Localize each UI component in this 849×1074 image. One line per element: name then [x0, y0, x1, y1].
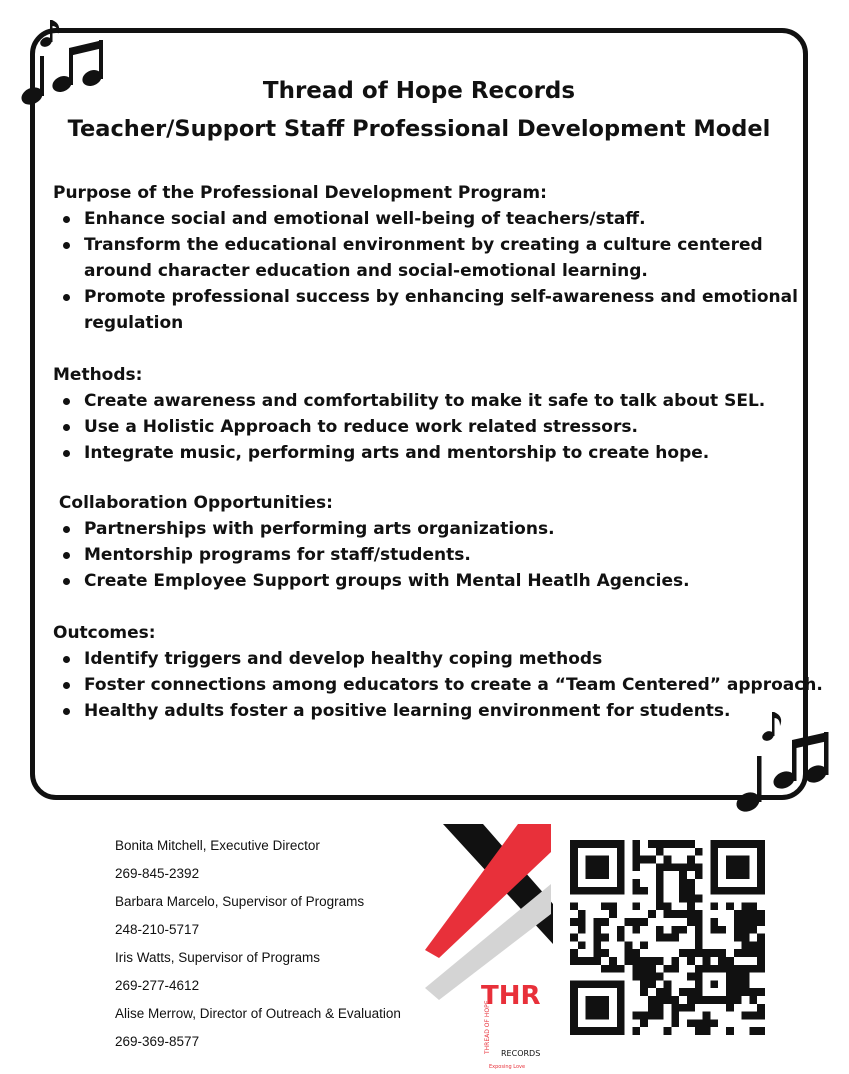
qr-module [609, 957, 617, 965]
qr-module [671, 1019, 679, 1027]
qr-module [640, 941, 648, 949]
qr-module [742, 965, 750, 973]
qr-module [695, 871, 703, 879]
qr-module [640, 973, 648, 981]
qr-module [703, 1019, 711, 1027]
section-collaboration [53, 490, 798, 594]
qr-module [578, 910, 586, 918]
page-subtitle: Teacher/Support Staff Professional Development Model [67, 116, 771, 142]
qr-module [601, 965, 609, 973]
qr-module [648, 910, 656, 918]
qr-module [757, 965, 765, 973]
list-item: Enhance social and emotional well-being of teachers/staff. [53, 206, 798, 232]
qr-module [742, 1012, 750, 1020]
qr-module [601, 918, 609, 926]
qr-module [664, 996, 672, 1004]
qr-module [656, 848, 664, 856]
qr-module [632, 965, 640, 973]
qr-module [749, 941, 757, 949]
qr-module [656, 934, 664, 942]
qr-module [726, 957, 734, 965]
qr-module [578, 918, 586, 926]
qr-module [687, 957, 695, 965]
qr-module [679, 988, 687, 996]
contact-phone: 269-277-4612 [115, 978, 200, 993]
section-outcomes [53, 620, 823, 724]
qr-module [578, 941, 586, 949]
qr-module [632, 902, 640, 910]
contact-name: Bonita Mitchell, Executive Director [115, 838, 320, 853]
list-item: Partnerships with performing arts organizations. [53, 516, 798, 542]
qr-module [687, 840, 695, 848]
list-item: Transform the educational environment by creating a culture centered around character education and social-emotional learning. [53, 232, 798, 284]
qr-module [586, 856, 609, 879]
qr-module [734, 910, 742, 918]
qr-module [742, 988, 750, 996]
qr-module [695, 934, 703, 942]
qr-module [671, 957, 679, 965]
qr-module [648, 957, 656, 965]
qr-module [625, 918, 633, 926]
qr-module [648, 1012, 656, 1020]
qr-module [586, 957, 594, 965]
qr-module [703, 949, 711, 957]
qr-module [695, 918, 703, 926]
qr-module [617, 934, 625, 942]
qr-module [648, 856, 656, 864]
list-item: Promote professional success by enhancing self-awareness and emotional regulation [53, 284, 798, 336]
qr-module [679, 863, 687, 871]
qr-module [671, 934, 679, 942]
qr-module [632, 957, 640, 965]
qr-module [632, 1027, 640, 1035]
qr-module [648, 1004, 656, 1012]
qr-module [757, 910, 765, 918]
contact-phone: 269-369-8577 [115, 1034, 200, 1049]
qr-module [687, 918, 695, 926]
qr-module [695, 910, 703, 918]
qr-module [664, 856, 672, 864]
qr-module [671, 965, 679, 973]
qr-module [742, 926, 750, 934]
qr-module [664, 902, 672, 910]
qr-module [695, 941, 703, 949]
qr-module [679, 1004, 687, 1012]
contact-phone: 269-845-2392 [115, 866, 200, 881]
qr-module [687, 910, 695, 918]
qr-module [742, 980, 750, 988]
qr-module [757, 918, 765, 926]
qr-module [664, 910, 672, 918]
qr-module [749, 949, 757, 957]
qr-module [742, 949, 750, 957]
qr-module [679, 879, 687, 887]
qr-module [749, 965, 757, 973]
section-heading: Purpose of the Professional Development Program: [53, 183, 547, 203]
qr-module [609, 902, 617, 910]
qr-module [578, 926, 586, 934]
qr-module [656, 863, 664, 871]
logo-monogram: THR [481, 981, 541, 1011]
qr-module [703, 1027, 711, 1035]
qr-module [757, 934, 765, 942]
qr-module [671, 996, 679, 1004]
qr-module [656, 973, 664, 981]
page-title: Thread of Hope Records [262, 78, 576, 104]
qr-module [749, 926, 757, 934]
qr-module [632, 856, 640, 864]
qr-module [640, 1012, 648, 1020]
qr-code [570, 840, 765, 1035]
contact-list [115, 836, 401, 1060]
qr-module [617, 926, 625, 934]
list-item: Create Employee Support groups with Mental Heatlh Agencies. [53, 568, 798, 594]
qr-module [632, 879, 640, 887]
qr-module [601, 949, 609, 957]
qr-module [656, 1012, 664, 1020]
qr-module [671, 926, 679, 934]
qr-module [679, 949, 687, 957]
qr-module [687, 949, 695, 957]
qr-module [640, 856, 648, 864]
qr-module [656, 926, 664, 934]
qr-module [632, 973, 640, 981]
qr-module [664, 840, 672, 848]
list-item: Healthy adults foster a positive learning environment for students. [53, 698, 798, 724]
qr-module [632, 918, 640, 926]
qr-module [664, 988, 672, 996]
qr-module [757, 988, 765, 996]
qr-module [632, 926, 640, 934]
qr-module [664, 934, 672, 942]
list-item: Use a Holistic Approach to reduce work related stressors. [53, 414, 798, 440]
contact-name: Iris Watts, Supervisor of Programs [115, 950, 321, 965]
qr-module [656, 988, 664, 996]
qr-module [632, 949, 640, 957]
qr-module [734, 965, 742, 973]
qr-module [710, 926, 718, 934]
qr-module [687, 988, 695, 996]
qr-module [695, 848, 703, 856]
qr-module [609, 910, 617, 918]
qr-module [710, 949, 718, 957]
qr-module [617, 965, 625, 973]
qr-module [679, 910, 687, 918]
qr-module [640, 1019, 648, 1027]
section-heading: Outcomes: [53, 623, 156, 643]
qr-module [656, 996, 664, 1004]
qr-module [695, 949, 703, 957]
qr-module [749, 918, 757, 926]
qr-module [648, 980, 656, 988]
qr-module [656, 1004, 664, 1012]
list-item: Create awareness and comfortability to make it safe to talk about SEL. [53, 388, 798, 414]
qr-module [640, 918, 648, 926]
qr-module [718, 949, 726, 957]
qr-module [632, 848, 640, 856]
qr-module [656, 957, 664, 965]
qr-module [679, 840, 687, 848]
qr-module [757, 957, 765, 965]
qr-module [656, 879, 664, 887]
contact-name: Barbara Marcelo, Supervisor of Programs [115, 894, 365, 909]
qr-module [586, 996, 609, 1019]
thread-of-hope-logo [423, 822, 558, 1072]
qr-module [679, 895, 687, 903]
qr-module [664, 863, 672, 871]
qr-module [742, 918, 750, 926]
qr-module [648, 965, 656, 973]
qr-module [625, 949, 633, 957]
qr-module [632, 840, 640, 848]
qr-module [679, 871, 687, 879]
contact-name: Alise Merrow, Director of Outreach & Evaluation [115, 1006, 401, 1021]
qr-module [632, 1012, 640, 1020]
qr-module [687, 879, 695, 887]
qr-module [734, 934, 742, 942]
qr-module [757, 941, 765, 949]
qr-module [671, 840, 679, 848]
qr-module [749, 1027, 757, 1035]
qr-module [718, 957, 726, 965]
bullet-list [53, 206, 798, 336]
qr-module [749, 902, 757, 910]
qr-module [687, 863, 695, 871]
qr-module [749, 1012, 757, 1020]
contact-phone: 248-210-5717 [115, 922, 200, 937]
qr-module [687, 902, 695, 910]
qr-module [570, 949, 578, 957]
qr-module [664, 980, 672, 988]
qr-module [710, 1019, 718, 1027]
section-heading: Collaboration Opportunities: [53, 493, 333, 513]
qr-module [734, 926, 742, 934]
qr-module [749, 996, 757, 1004]
qr-module [695, 863, 703, 871]
qr-module [687, 1004, 695, 1012]
qr-module [703, 1012, 711, 1020]
qr-module [742, 941, 750, 949]
qr-module [601, 902, 609, 910]
logo-wordmark: RECORDS [501, 1049, 541, 1058]
qr-module [593, 957, 601, 965]
qr-module [687, 996, 695, 1004]
qr-module [695, 1027, 703, 1035]
qr-module [593, 926, 601, 934]
section-heading: Methods: [53, 365, 143, 385]
qr-module [656, 871, 664, 879]
qr-module [687, 895, 695, 903]
qr-module [570, 957, 578, 965]
qr-module [671, 910, 679, 918]
qr-module [695, 926, 703, 934]
qr-module [679, 887, 687, 895]
qr-module [656, 887, 664, 895]
qr-module [625, 957, 633, 965]
bullet-list [53, 646, 823, 724]
qr-module [749, 910, 757, 918]
qr-module [640, 957, 648, 965]
qr-module [648, 996, 656, 1004]
qr-module [593, 949, 601, 957]
qr-module [734, 996, 742, 1004]
qr-module [640, 980, 648, 988]
qr-module [593, 934, 601, 942]
qr-module [570, 918, 578, 926]
qr-module [710, 902, 718, 910]
qr-module [734, 949, 742, 957]
qr-module [742, 973, 750, 981]
list-item: Identify triggers and develop healthy coping methods [53, 646, 798, 672]
qr-module [664, 965, 672, 973]
qr-module [687, 887, 695, 895]
qr-module [742, 910, 750, 918]
qr-module [601, 934, 609, 942]
qr-module [687, 973, 695, 981]
list-item: Foster connections among educators to create a “Team Centered” approach. [53, 672, 798, 698]
qr-module [664, 1027, 672, 1035]
qr-module [734, 980, 742, 988]
qr-module [570, 902, 578, 910]
qr-module [687, 1019, 695, 1027]
qr-module [593, 941, 601, 949]
qr-module [648, 973, 656, 981]
qr-module [718, 926, 726, 934]
qr-module [570, 934, 578, 942]
qr-module [749, 988, 757, 996]
qr-module [593, 918, 601, 926]
qr-module [671, 1012, 679, 1020]
qr-module [757, 949, 765, 957]
qr-module [640, 988, 648, 996]
qr-module [726, 856, 749, 879]
qr-module [687, 856, 695, 864]
qr-module [757, 1004, 765, 1012]
qr-module [734, 918, 742, 926]
qr-module [695, 895, 703, 903]
bullet-list [53, 388, 798, 466]
qr-module [632, 887, 640, 895]
qr-module [757, 1027, 765, 1035]
bullet-list [53, 516, 798, 594]
logo-vertical-text: THREAD OF HOPE [484, 1000, 491, 1054]
qr-module [710, 918, 718, 926]
logo-tagline: Exposing Love [489, 1064, 526, 1070]
qr-module [578, 957, 586, 965]
qr-module [726, 902, 734, 910]
qr-module [609, 965, 617, 973]
qr-module [671, 863, 679, 871]
qr-module [703, 957, 711, 965]
qr-module [632, 863, 640, 871]
qr-module [671, 1004, 679, 1012]
section-methods [53, 362, 798, 466]
list-item: Mentorship programs for staff/students. [53, 542, 798, 568]
section-purpose [53, 180, 798, 336]
list-item: Integrate music, performing arts and mentorship to create hope. [53, 440, 798, 466]
qr-module [734, 988, 742, 996]
qr-module [656, 895, 664, 903]
qr-module [742, 934, 750, 942]
qr-module [742, 902, 750, 910]
qr-module [656, 902, 664, 910]
qr-module [679, 926, 687, 934]
qr-module [726, 1027, 734, 1035]
qr-module [710, 980, 718, 988]
qr-module [648, 840, 656, 848]
qr-module [734, 973, 742, 981]
qr-module [640, 965, 648, 973]
qr-module [757, 1012, 765, 1020]
qr-module [695, 1019, 703, 1027]
qr-module [625, 941, 633, 949]
qr-module [640, 887, 648, 895]
qr-module [726, 1004, 734, 1012]
qr-module [656, 840, 664, 848]
